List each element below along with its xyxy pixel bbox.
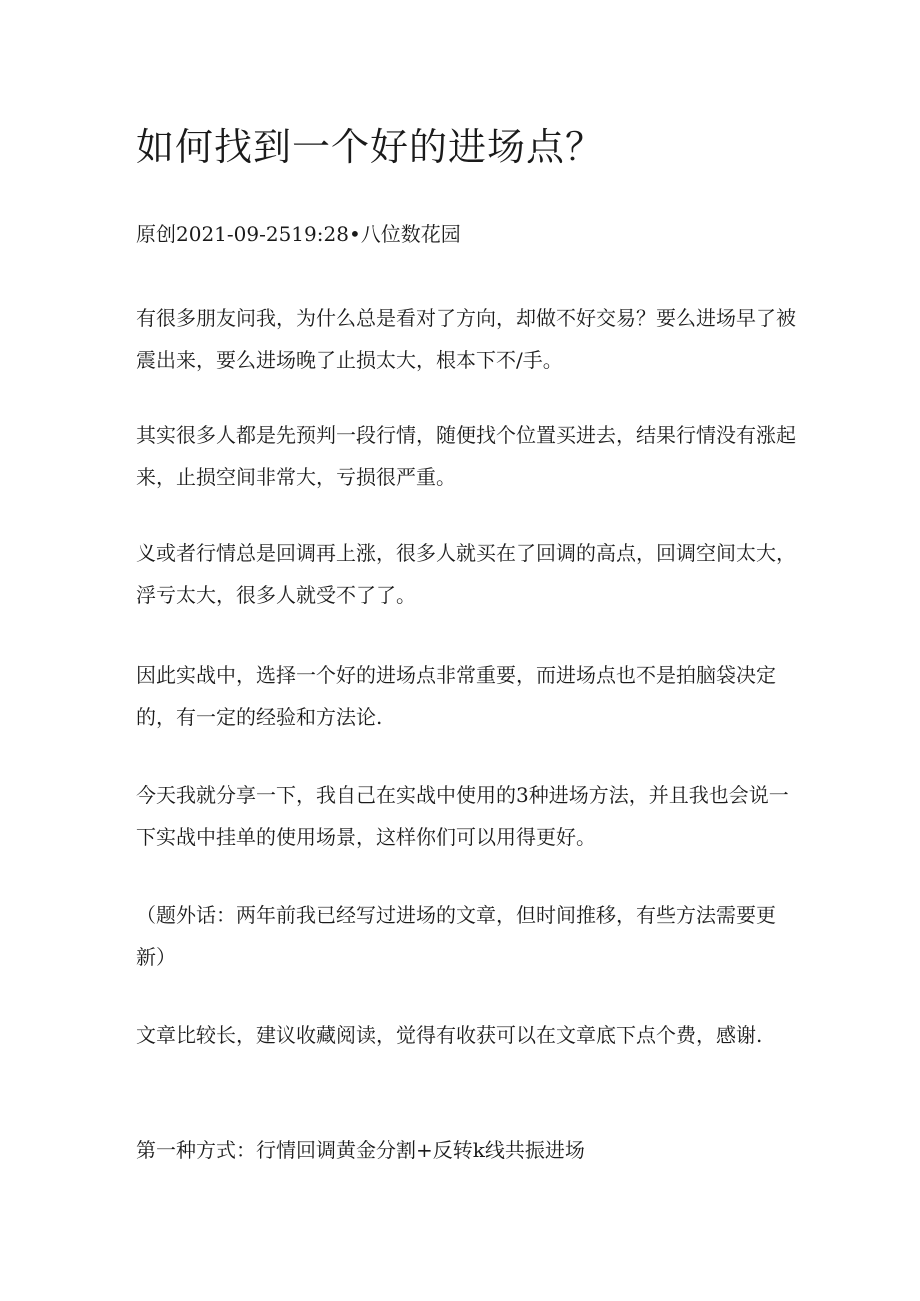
- paragraph-6: （题外话：两年前我已经写过进场的文章，但时间推移，有些方法需要更新）: [136, 903, 776, 969]
- paragraph-4: 因此实战中，选择一个好的进场点非常重要，而进场点也不是拍脑袋决定的，有一定的经验和方法论.: [136, 663, 776, 729]
- paragraph-5: 今天我就分享一下，我自己在实战中使用的3种进场方法，并且我也会说一下实战中挂单的使用场景，这样你们可以用得更好。: [136, 783, 789, 849]
- paragraph-7: 文章比较长，建议收藏阅读，觉得有收获可以在文章底下点个费，感谢.: [136, 1023, 763, 1047]
- section-heading: 第一种方式：行情回调黄金分割+反转k线共振进场: [136, 1138, 585, 1162]
- article-title: 如何找到一个好的进场点？: [136, 125, 605, 169]
- article-meta: 原创2021-09-2519:28•八位数花园: [136, 222, 461, 246]
- paragraph-3: 义或者行情总是回调再上涨，很多人就买在了回调的高点，回调空间太大，浮亏太大，很多人就受不了了。: [136, 541, 796, 607]
- paragraph-2: 其实很多人都是先预判一段行情，随便找个位置买进去，结果行情没有涨起来，止损空间非常大，亏损很严重。: [136, 423, 796, 489]
- paragraph-1: 有很多朋友问我，为什么总是看对了方向，却做不好交易？要么进场早了被震出来，要么进场晚了止损太大，根本下不/手。: [136, 306, 796, 372]
